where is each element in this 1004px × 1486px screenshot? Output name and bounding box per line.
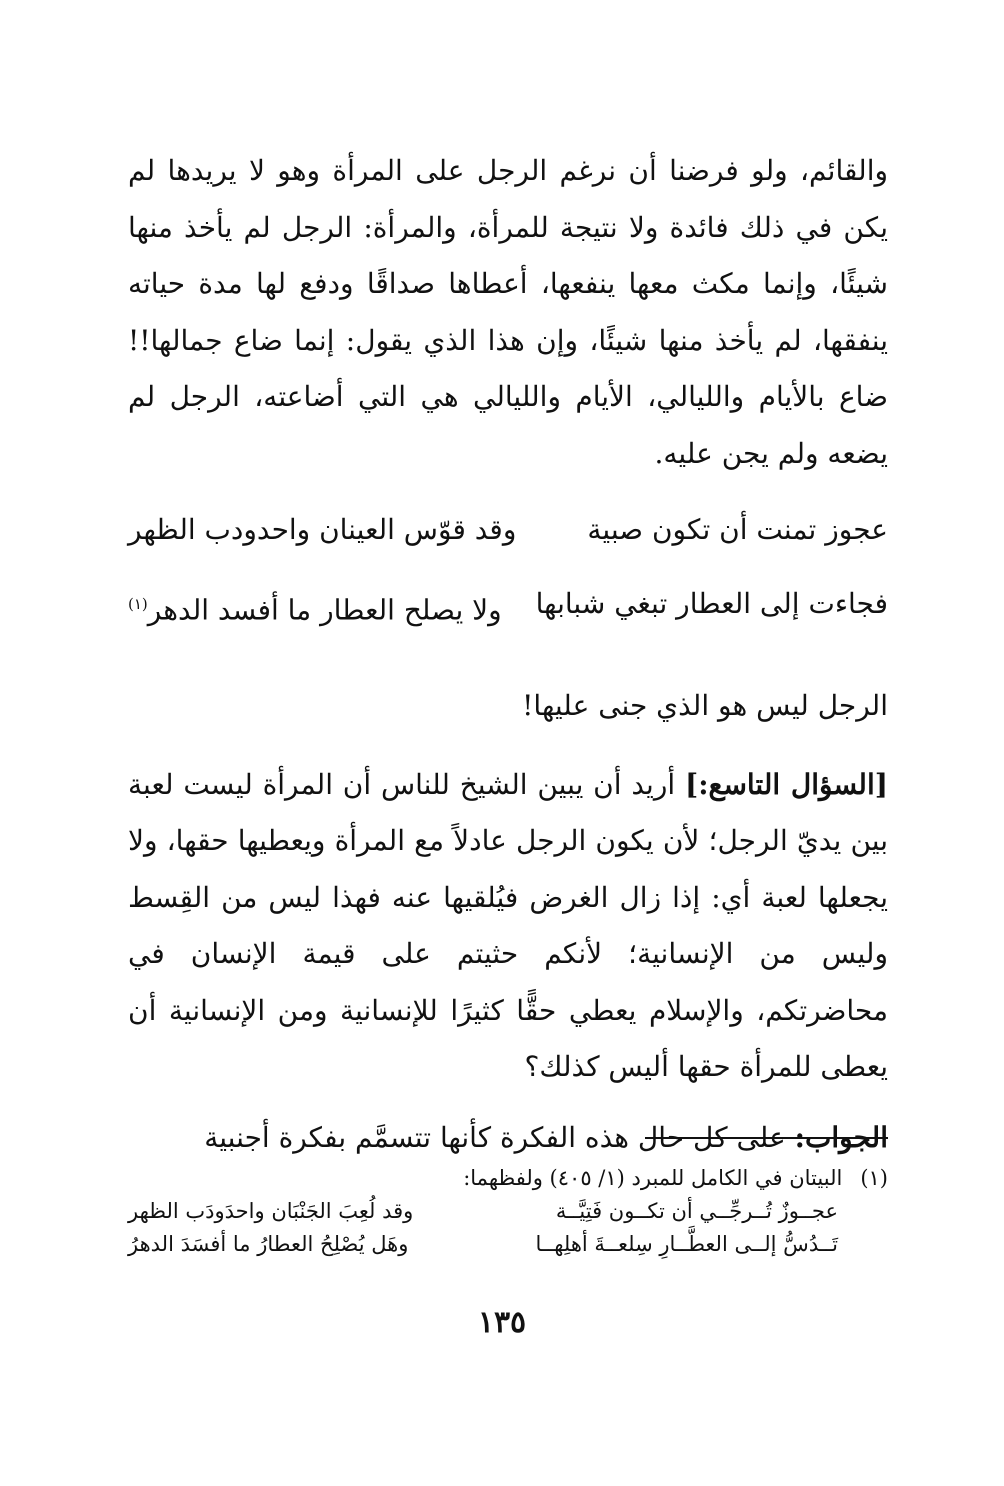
page-body	[128, 143, 888, 1166]
verse-2-first-hemistich: فجاءت إلى العطار تبغي شبابها	[535, 587, 888, 620]
footnote-separator	[645, 1137, 888, 1139]
footnote-text: البيتان في الكامل للمبرد (١/ ٤٠٥) ولفظهما:	[463, 1166, 843, 1190]
verse-line-2	[128, 584, 888, 630]
verse-2-second-hemistich: ولا يصلح العطار ما أفسد الدهر	[147, 593, 502, 627]
footnote-verse-1-first: عجــوزٌ تُــرجِّــي أن تكــون فَتِيَّــة	[555, 1199, 838, 1223]
spacer	[128, 1096, 888, 1110]
verse-line-1	[128, 510, 888, 550]
answer-label: الجواب:	[794, 1120, 888, 1154]
footnote-verse-2-second: وهَل يُصْلِحُ العطارُ ما أفسَدَ الدهرُ	[128, 1232, 409, 1256]
footnotes	[128, 1162, 888, 1261]
paragraph-intro: والقائم، ولو فرضنا أن نرغم الرجل على المرأة وهو لا يريدها لم يكن في ذلك فائدة ولا نتيجة للمرأة، والمرأة: الرجل لم يأخذ منها شيئًا، وإنما مكث معها ينفعها، أعطاها صداقًا ودفع لها مدة حياته ينفقها، لم يأخذ منها شيئًا، وإن هذا الذي يقول: إنما ضاع جمالها!! ضاع بالأيام والليالي، الأيام والليالي هي التي أضاعته، الرجل لم يضعه ولم يجن عليه.	[128, 154, 888, 470]
footnote-1	[128, 1162, 888, 1195]
page-number: ١٣٥	[477, 1305, 527, 1340]
paragraph-conclusion: الرجل ليس هو الذي جنى عليها!	[522, 689, 888, 723]
footnote-verse-1-second: وقد لُعِبَ الجَنْبَان واحدَودَب الظهر	[128, 1199, 414, 1223]
paragraph-question-nine	[128, 757, 888, 1096]
spacer	[128, 664, 888, 678]
footnote-verse-2	[128, 1228, 888, 1261]
question-nine-label: [السؤال التاسع:]	[684, 767, 888, 801]
poem-verses	[128, 510, 888, 630]
verse-1-second-hemistich: وقد قوّس العينان واحدودب الظهر	[128, 513, 517, 546]
question-nine-text: أريد أن يبين الشيخ للناس أن المرأة ليست لعبة بين يديّ الرجل؛ لأن يكون الرجل عادلاً مع المرأة ويعطيها حقها، ولا يجعلها لعبة أي: إذا زال الغرض فيُلقيها عنه فهذا ليس من القِسط وليس من الإنسانية؛ لأنكم حثيتم على قيمة الإنسان في محاضرتكم، والإسلام يعطي حقًّا كثيرًا للإنسانية ومن الإنسانية أن يعطى للمرأة حقها أليس كذلك؟	[128, 767, 888, 1084]
answer-text: على كل حال هذه الفكرة كأنها تتسمَّم بفكرة أجنبية	[204, 1120, 795, 1154]
verse-1-first-hemistich: عجوز تمنت أن تكون صبية	[587, 513, 888, 546]
footnote-verse-2-first: تَــدُسُّ إلــى العطَّــارِ سِلعــةَ أهلِهــا	[535, 1232, 838, 1256]
verse-2-second-wrapper	[128, 584, 502, 630]
footnote-number: (١)	[860, 1166, 888, 1190]
spacer	[128, 735, 888, 757]
footnote-ref-marker[interactable]: (١)	[128, 595, 148, 613]
footnote-verse-1	[128, 1195, 888, 1228]
